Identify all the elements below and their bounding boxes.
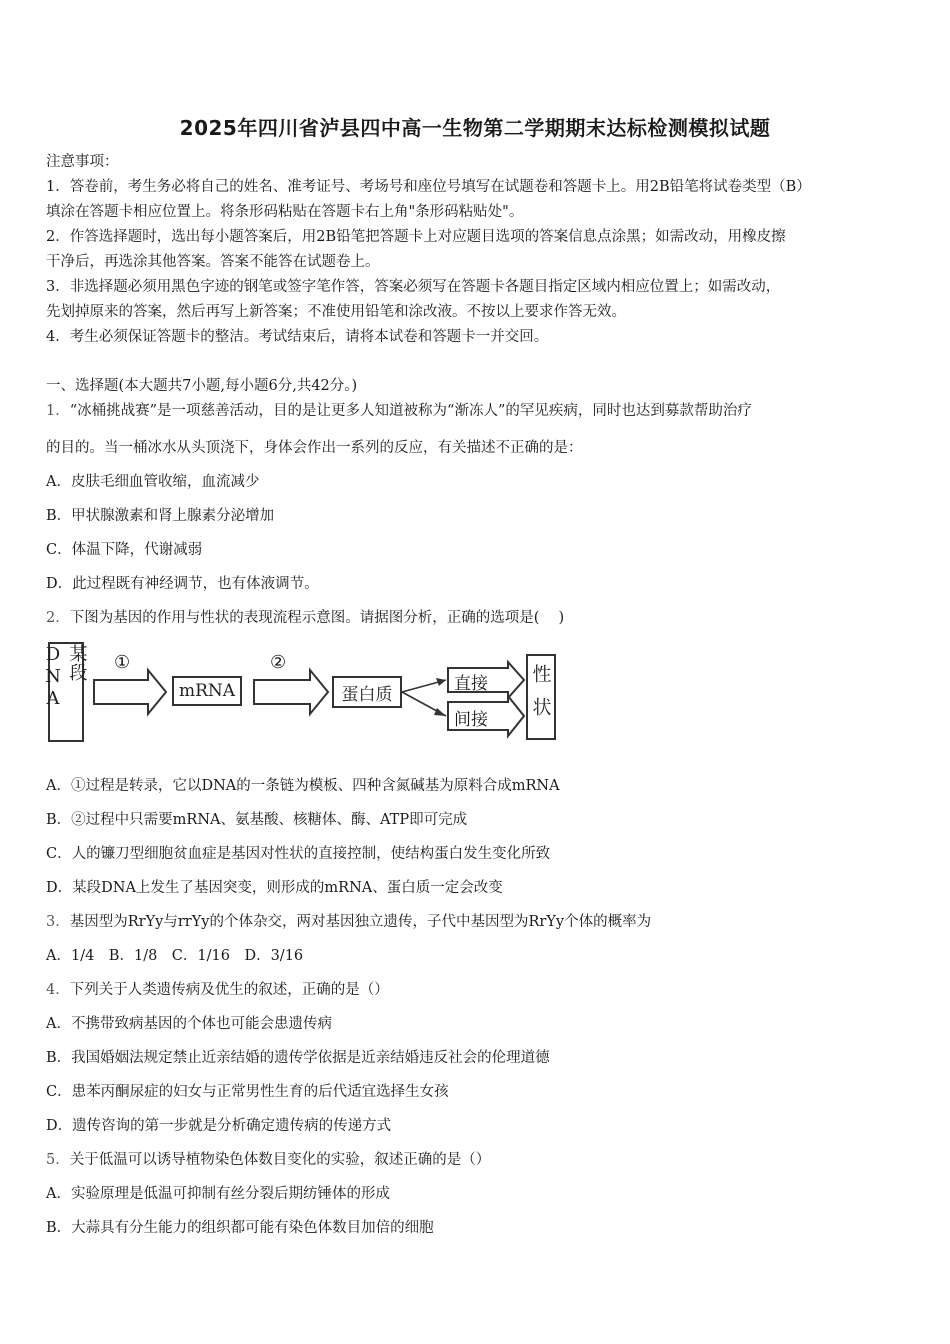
question-4-stem: [46, 980, 389, 1000]
question-1-line-1: “冰桶挑战赛”是一项慈善活动，目的是让更多人知道被称为“渐冻人”的罕见疾病，同时也达到募款帮助治疗: [69, 403, 752, 419]
question-1-number: 1．: [46, 403, 70, 419]
question-4-option-c: C．患苯丙酮尿症的妇女与正常男性生育的后代适宜选择生女孩: [46, 1084, 449, 1100]
notice-line-7: 4．考生必须保证答题卡的整洁。考试结束后，请将本试卷和答题卡一并交回。: [46, 329, 549, 345]
notice-line-4: 干净后，再选涂其他答案。答案不能答在试题卷上。: [46, 254, 380, 270]
question-5-option-b: B．大蒜具有分生能力的组织都可能有染色体数目加倍的细胞: [46, 1220, 434, 1236]
arrow-step-2: [254, 670, 328, 714]
question-1-option-a: A．皮肤毛细血管收缩，血流减少: [46, 474, 260, 490]
question-2-text: 下图为基因的作用与性状的表现流程示意图。请据图分析，正确的选项是( ): [69, 610, 565, 626]
notice-line-5: 3．非选择题必须用黑色字迹的钢笔或签字笔作答，答案必须写在答题卡各题目指定区域内相应位置上；如需改动，: [46, 279, 781, 295]
arrow-step-1: [94, 670, 166, 714]
question-4-option-a: A．不携带致病基因的个体也可能会患遗传病: [46, 1016, 332, 1032]
gene-expression-diagram: [42, 640, 568, 748]
question-2-option-d: D．某段DNA上发生了基因突变，则形成的mRNA、蛋白质一定会改变: [46, 880, 503, 896]
question-5-stem: [46, 1150, 490, 1170]
question-1-line-2: 的目的。当一桶冰水从头顶浇下，身体会作出一系列的反应，有关描述不正确的是：: [46, 440, 583, 456]
notice-line-1: 1．答卷前，考生务必将自己的姓名、准考证号、考场号和座位号填写在试题卷和答题卡上。用2B铅笔将试卷类型（B）: [46, 179, 811, 195]
question-4-option-b: B．我国婚姻法规定禁止近亲结婚的遗传学依据是近亲结婚违反社会的伦理道德: [46, 1050, 550, 1066]
question-5-option-a: A．实验原理是低温可抑制有丝分裂后期纺锤体的形成: [46, 1186, 390, 1202]
question-3-options: A．1/4 B．1/8 C．1/16 D．3/16: [46, 948, 304, 964]
direct-label: 直接: [454, 674, 488, 694]
page-title: 2025年四川省泸县四中高一生物第二学期期末达标检测模拟试题: [179, 116, 771, 140]
question-3-text: 基因型为RrYy与rrYy的个体杂交，两对基因独立遗传，子代中基因型为RrYy个体的概率为: [69, 914, 652, 930]
question-5-text: 关于低温可以诱导植物染色体数目变化的实验，叙述正确的是（）: [69, 1152, 491, 1168]
trait-label: 性状: [529, 664, 552, 730]
indirect-label: 间接: [454, 710, 488, 730]
question-3-number: 3．: [46, 914, 70, 930]
question-4-number: 4．: [46, 982, 70, 998]
arrowhead-direct: [436, 678, 446, 686]
question-3-stem: [46, 912, 651, 932]
notice-heading: 注意事项：: [46, 154, 119, 170]
arrowhead-indirect: [434, 708, 446, 716]
protein-box: 蛋白质: [332, 676, 402, 708]
question-1-option-d: D．此过程既有神经调节，也有体液调节。: [46, 576, 319, 592]
dna-box: [42, 642, 88, 742]
notice-line-6: 先划掉原来的答案，然后再写上新答案；不准使用铅笔和涂改液。不按以上要求作答无效。: [46, 304, 626, 320]
mrna-box: mRNA: [172, 676, 242, 706]
question-2-option-b: B．②过程中只需要mRNA、氨基酸、核糖体、酶、ATP即可完成: [46, 812, 468, 828]
question-4-option-d: D．遗传咨询的第一步就是分析确定遗传病的传递方式: [46, 1118, 392, 1134]
question-2-option-a: A．①过程是转录，它以DNA的一条链为模板、四种含氮碱基为原料合成mRNA: [46, 778, 560, 794]
question-5-number: 5．: [46, 1152, 70, 1168]
question-2-stem: [46, 608, 564, 628]
question-1-option-b: B．甲状腺激素和肾上腺素分泌增加: [46, 508, 275, 524]
question-1-option-c: C．体温下降，代谢减弱: [46, 542, 203, 558]
dna-label: 某段DNA: [42, 644, 88, 710]
section-heading: 一、选择题(本大题共7小题,每小题6分,共42分。): [46, 378, 358, 394]
step-2-label: ②: [270, 652, 287, 673]
notice-line-3: 2．作答选择题时，选出每小题答案后，用2B铅笔把答题卡上对应题目选项的答案信息点涂黑；如需改动，用橡皮擦: [46, 229, 786, 245]
trait-box: [526, 654, 556, 740]
question-4-text: 下列关于人类遗传病及优生的叙述，正确的是（）: [69, 982, 389, 998]
question-1-stem: [46, 401, 752, 421]
question-2-number: 2．: [46, 610, 70, 626]
question-2-option-c: C．人的镰刀型细胞贫血症是基因对性状的直接控制，使结构蛋白发生变化所致: [46, 846, 551, 862]
notice-line-2: 填涂在答题卡相应位置上。将条形码粘贴在答题卡右上角"条形码粘贴处"。: [46, 204, 524, 220]
step-1-label: ①: [114, 652, 131, 673]
